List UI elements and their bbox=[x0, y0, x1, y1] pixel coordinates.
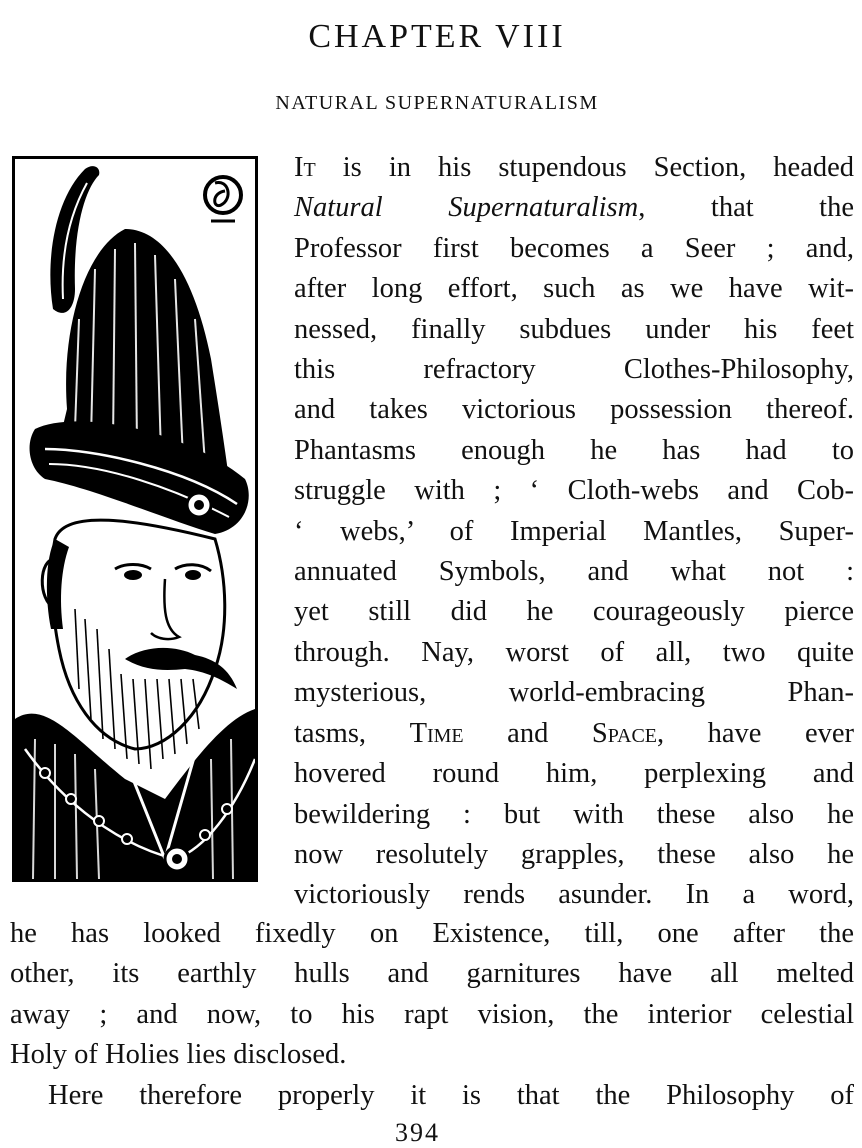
italic-title: Natural Supernaturalism bbox=[294, 192, 639, 224]
text-span: tasms, bbox=[294, 717, 410, 749]
chapter-heading: CHAPTER VIII bbox=[308, 18, 566, 55]
text-line: bewildering : but with these also he bbox=[294, 798, 854, 830]
text-line: nessed, finally subdues under his feet bbox=[294, 313, 854, 345]
full-width-text-block bbox=[10, 914, 854, 1076]
text-line: Phantasms enough he has had to bbox=[294, 434, 854, 466]
text-line: mysterious, world-embracing Phan- bbox=[294, 677, 854, 709]
drop-lead-word: It bbox=[294, 152, 316, 183]
text-line bbox=[294, 714, 854, 754]
text-line: he has looked fixedly on Existence, till, one after the bbox=[10, 918, 854, 949]
text-line bbox=[294, 188, 854, 228]
text-line: struggle with ; ‘ Cloth-webs and Cob- bbox=[294, 475, 854, 507]
woodcut-portrait-image bbox=[15, 159, 255, 879]
text-span: and bbox=[463, 717, 592, 749]
text-line: Holy of Holies lies disclosed. bbox=[10, 1039, 347, 1071]
text-line bbox=[294, 148, 854, 188]
text-line: victoriously rends asunder. In a word, bbox=[294, 879, 854, 911]
text-line: after long effort, such as we have wit- bbox=[294, 273, 854, 305]
text-line: hovered round him, perplexing and bbox=[294, 758, 854, 790]
text-line: through. Nay, worst of all, two quite bbox=[294, 636, 854, 668]
text-span: , have ever bbox=[657, 717, 855, 749]
column-text-block bbox=[294, 148, 854, 916]
text-line: other, its earthly hulls and garnitures have all melted bbox=[10, 958, 854, 990]
portrait-illustration bbox=[12, 156, 258, 882]
page-number: 394 bbox=[395, 1118, 440, 1147]
text-span: is in his stupendous Section, headed bbox=[315, 152, 854, 183]
small-caps-space: Space bbox=[591, 717, 657, 749]
text-line: and takes victorious possession thereof. bbox=[294, 394, 854, 426]
text-line: annuated Symbols, and what not : bbox=[294, 556, 854, 588]
text-line: this refractory Clothes-Philosophy, bbox=[294, 354, 854, 386]
text-line: ‘ webs,’ of Imperial Mantles, Super- bbox=[294, 515, 854, 547]
chapter-title: NATURAL SUPERNATURALISM bbox=[275, 92, 599, 114]
text-line: now resolutely grapples, these also he bbox=[294, 838, 854, 870]
text-line: away ; and now, to his rapt vision, the interior celestial bbox=[10, 998, 854, 1030]
small-caps-time: Time bbox=[409, 717, 464, 749]
next-paragraph: Here therefore properly it is that the Philosophy of bbox=[48, 1080, 854, 1111]
text-line: yet still did he courageously pierce bbox=[294, 596, 854, 628]
text-line: Professor first becomes a Seer ; and, bbox=[294, 232, 854, 264]
text-span: , that the bbox=[638, 192, 854, 224]
